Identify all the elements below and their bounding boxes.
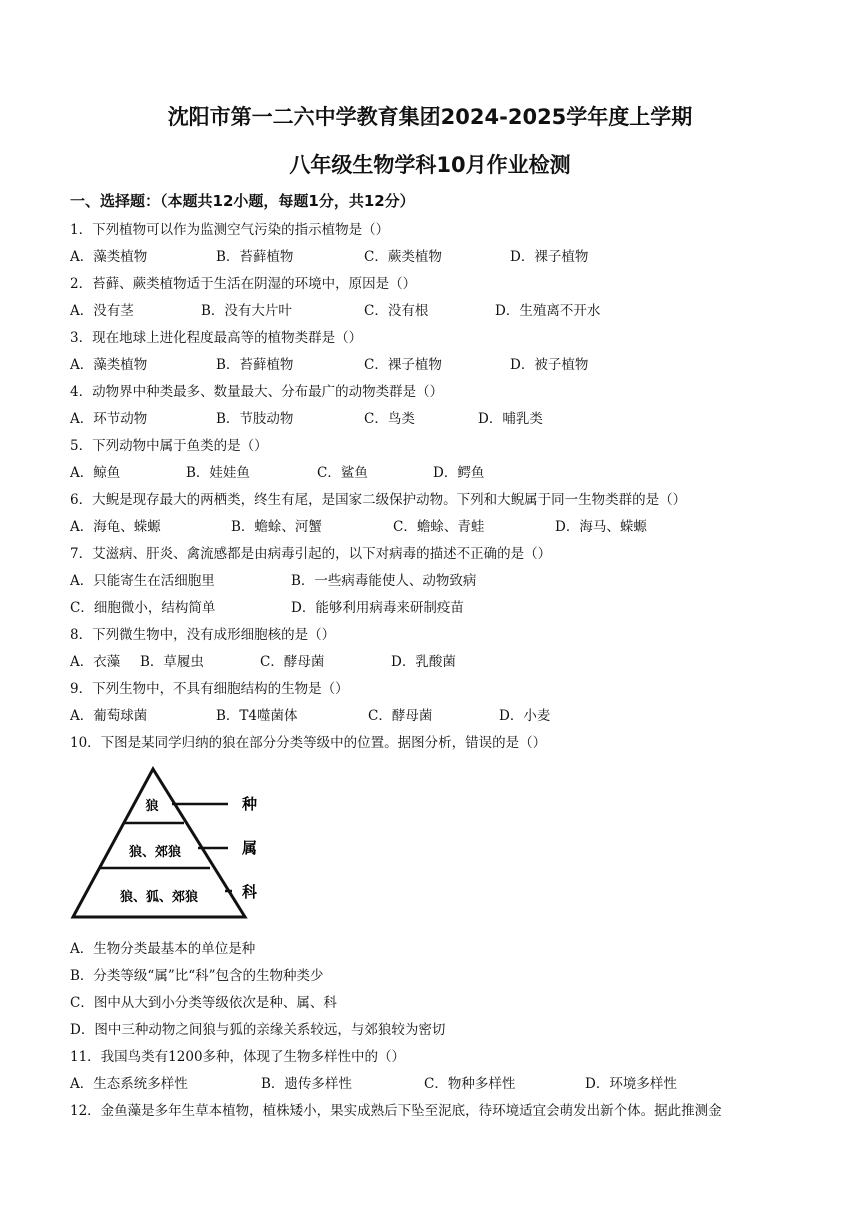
option: A．生态系统多样性	[70, 1076, 188, 1092]
option: D．鳄鱼	[433, 465, 485, 481]
option: A．藻类植物	[70, 357, 148, 373]
option: D．裸子植物	[510, 249, 589, 265]
pyramid-level-genus: 狼、郊狼	[128, 845, 182, 860]
option: B．遗传多样性	[261, 1076, 352, 1092]
option: B．分类等级“属”比“科”包含的生物种类少	[70, 968, 324, 984]
option: A．藻类植物	[70, 249, 148, 265]
option: B．苔藓植物	[216, 249, 294, 265]
option: C．物种多样性	[424, 1076, 516, 1092]
option: D．乳酸菌	[391, 654, 456, 670]
option: C．酵母菌	[368, 708, 433, 724]
question-stem: 2．苔藓、蕨类植物适于生活在阴湿的环境中，原因是（）	[70, 276, 417, 292]
option: B．节肢动物	[216, 411, 294, 427]
question-stem: 11．我国鸟类有1200多种，体现了生物多样性中的（）	[70, 1049, 406, 1065]
option: C．没有根	[364, 303, 429, 319]
question-stem: 10．下图是某同学归纳的狼在部分分类等级中的位置。据图分析，错误的是（）	[70, 735, 547, 751]
option: C．酵母菌	[260, 654, 325, 670]
option: C．裸子植物	[364, 357, 442, 373]
pyramid-level-species: 狼	[145, 799, 159, 814]
option: A．衣藻	[70, 654, 121, 670]
question-stem: 3．现在地球上进化程度最高等的植物类群是（）	[70, 330, 363, 346]
option: A．生物分类最基本的单位是种	[70, 941, 256, 957]
question-stem: 6．大鲵是现存最大的两栖类，终生有尾，是国家二级保护动物。下列和大鲵属于同一生物类群的是（）	[70, 492, 687, 508]
option: B．蟾蜍、河蟹	[231, 519, 322, 535]
option: B．一些病毒能使人、动物致病	[291, 573, 477, 589]
option: B．T4噬菌体	[216, 708, 298, 724]
option: A．没有茎	[70, 303, 134, 319]
rank-label-genus: 属	[242, 839, 258, 857]
option: A．海龟、蝾螈	[70, 519, 161, 535]
option: C．图中从大到小分类等级依次是种、属、科	[70, 995, 337, 1011]
question-stem: 5．下列动物中属于鱼类的是（）	[70, 438, 268, 454]
option: C．细胞微小，结构简单	[70, 600, 216, 616]
option: D．环境多样性	[585, 1076, 677, 1092]
taxonomy-pyramid-figure	[70, 764, 270, 920]
option: B．草履虫	[140, 654, 204, 670]
question-stem: 4．动物界中种类最多、数量最大、分布最广的动物类群是（）	[70, 384, 444, 400]
pyramid-level-family: 狼、狐、郊狼	[119, 890, 199, 905]
option: D．被子植物	[510, 357, 589, 373]
section-heading: 一、选择题：（本题共12小题，每题1分，共12分）	[70, 192, 415, 210]
question-stem: 1．下列植物可以作为监测空气污染的指示植物是（）	[70, 222, 390, 238]
option: D．哺乳类	[478, 411, 543, 427]
question-stem: 7．艾滋病、肝炎、禽流感都是由病毒引起的，以下对病毒的描述不正确的是（）	[70, 546, 552, 562]
page-subtitle: 八年级生物学科10月作业检测	[289, 153, 571, 177]
option: D．海马、蝾螈	[555, 519, 647, 535]
rank-label-species: 种	[242, 795, 258, 813]
option: C．蟾蜍、青蛙	[393, 519, 485, 535]
option: A．鲸鱼	[70, 465, 121, 481]
option: B．娃娃鱼	[186, 465, 250, 481]
question-stem: 12．金鱼藻是多年生草本植物，植株矮小，果实成熟后下坠至泥底，待环境适宜会萌发出新个体。据此推测金	[70, 1103, 722, 1119]
question-stem: 8．下列微生物中，没有成形细胞核的是（）	[70, 627, 336, 643]
option: A．环节动物	[70, 411, 148, 427]
option: D．能够利用病毒来研制疫苗	[291, 600, 464, 616]
rank-label-family: 科	[242, 883, 258, 901]
option: A．葡萄球菌	[70, 708, 148, 724]
option: B．没有大片叶	[201, 303, 292, 319]
option: C．鸟类	[364, 411, 415, 427]
option: D．小麦	[499, 708, 551, 724]
page-title: 沈阳市第一二六中学教育集团2024-2025学年度上学期	[167, 105, 693, 129]
option: C．蕨类植物	[364, 249, 442, 265]
option: A．只能寄生在活细胞里	[70, 573, 215, 589]
option: B．苔藓植物	[216, 357, 294, 373]
question-stem: 9．下列生物中，不具有细胞结构的生物是（）	[70, 681, 349, 697]
option: D．图中三种动物之间狼与狐的亲缘关系较远，与郊狼较为密切	[70, 1022, 446, 1038]
option: C．鲨鱼	[317, 465, 368, 481]
option: D．生殖离不开水	[495, 303, 601, 319]
